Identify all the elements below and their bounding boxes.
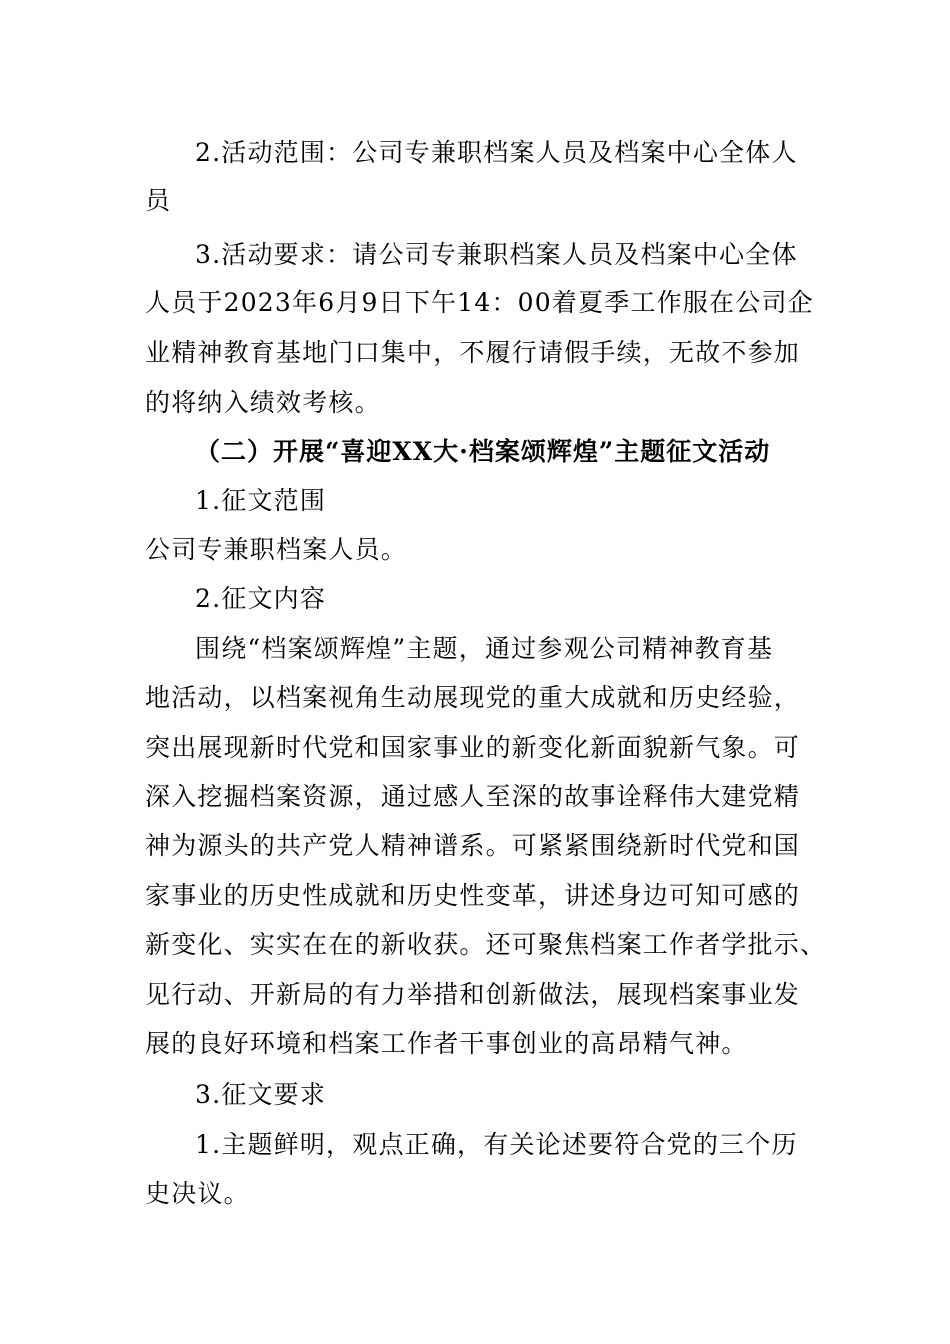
- paragraph-line: 的将纳入绩效考核。: [145, 388, 381, 417]
- subsection-label: 2.征文内容: [195, 584, 327, 613]
- paragraph-line: 新变化、实实在在的新收获。还可聚焦档案工作者学批示、: [145, 930, 827, 959]
- paragraph-line: 1.主题鲜明，观点正确，有关论述要符合党的三个历: [195, 1130, 798, 1159]
- paragraph-line: 展的良好环境和档案工作者干事创业的高昂精气神。: [145, 1029, 748, 1058]
- section-heading: （二）开展“喜迎XX大·档案颂辉煌”主题征文活动: [195, 437, 771, 466]
- paragraph-line: 史决议。: [145, 1179, 250, 1208]
- paragraph-line: 3.活动要求：请公司专兼职档案人员及档案中心全体: [195, 240, 798, 269]
- paragraph-line: 深入挖掘档案资源，通过感人至深的故事诠释伟大建党精: [145, 782, 801, 811]
- paragraph-line: 地活动，以档案视角生动展现党的重大成就和历史经验，: [145, 683, 801, 712]
- subsection-label: 3.征文要求: [195, 1080, 327, 1109]
- paragraph-line: 突出展现新时代党和国家事业的新变化新面貌新气象。可: [145, 733, 801, 762]
- paragraph-line: 见行动、开新局的有力举措和创新做法，展现档案事业发: [145, 980, 801, 1009]
- paragraph-line: 家事业的历史性成就和历史性变革，讲述身边可知可感的: [145, 881, 801, 910]
- paragraph-line: 人员于2023年6月9日下午14：00着夏季工作服在公司企: [145, 288, 814, 317]
- subsection-label: 1.征文范围: [195, 486, 327, 515]
- paragraph-line: 公司专兼职档案人员。: [145, 535, 408, 564]
- paragraph-line: 业精神教育基地门口集中，不履行请假手续，无故不参加: [145, 338, 801, 367]
- paragraph-line: 神为源头的共产党人精神谱系。可紧紧围绕新时代党和国: [145, 831, 801, 860]
- paragraph-line: 围绕“档案颂辉煌”主题，通过参观公司精神教育基: [195, 634, 774, 663]
- paragraph-line: 员: [145, 186, 172, 215]
- paragraph-line: 2.活动范围：公司专兼职档案人员及档案中心全体人: [195, 138, 798, 167]
